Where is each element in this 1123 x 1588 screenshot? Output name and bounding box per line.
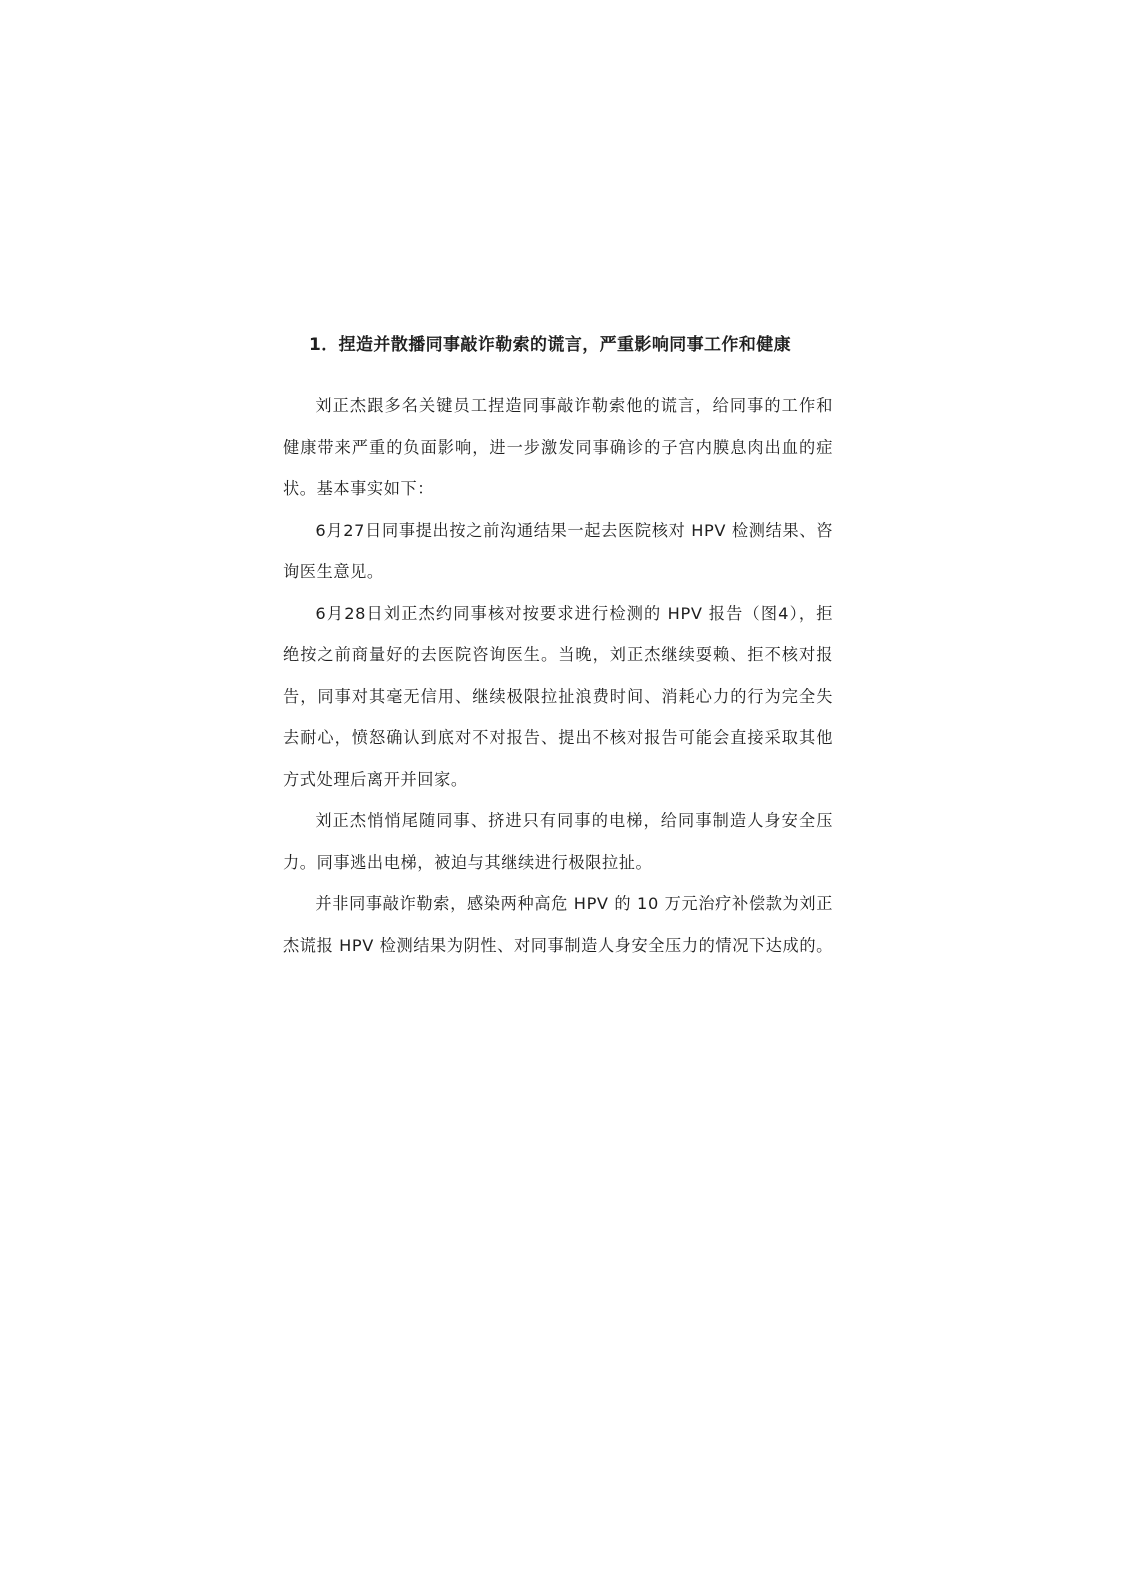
paragraph-intro: 刘正杰跟多名关键员工捏造同事敲诈勒索他的谎言，给同事的工作和健康带来严重的负面影响，进一步激发同事确诊的子宫内膜息肉出血的症状。基本事实如下： bbox=[283, 396, 833, 498]
section-heading: 1．捏造并散播同事敲诈勒索的谎言，严重影响同事工作和健康 bbox=[309, 335, 792, 355]
paragraph-june-27: 6月27日同事提出按之前沟通结果一起去医院核对 HPV 检测结果、咨询医生意见。 bbox=[283, 520, 833, 581]
paragraph-june-28: 6月28日刘正杰约同事核对按要求进行检测的 HPV 报告（图4），拒绝按之前商量好的去医院咨询医生。当晚，刘正杰继续耍赖、拒不核对报告，同事对其毫无信用、继续极限拉扯浪费时间、消耗心力的行为完全失去耐心，愤怒确认到底对不对报告、提出不核对报告可能会直接采取其他方式处理后离开并回家。 bbox=[283, 603, 833, 789]
document-body bbox=[283, 333, 833, 966]
paragraph-elevator: 刘正杰悄悄尾随同事、挤进只有同事的电梯，给同事制造人身安全压力。同事逃出电梯，被迫与其继续进行极限拉扯。 bbox=[283, 811, 833, 872]
paragraph-conclusion: 并非同事敲诈勒索，感染两种高危 HPV 的 10 万元治疗补偿款为刘正杰谎报 HPV 检测结果为阴性、对同事制造人身安全压力的情况下达成的。 bbox=[283, 894, 833, 955]
